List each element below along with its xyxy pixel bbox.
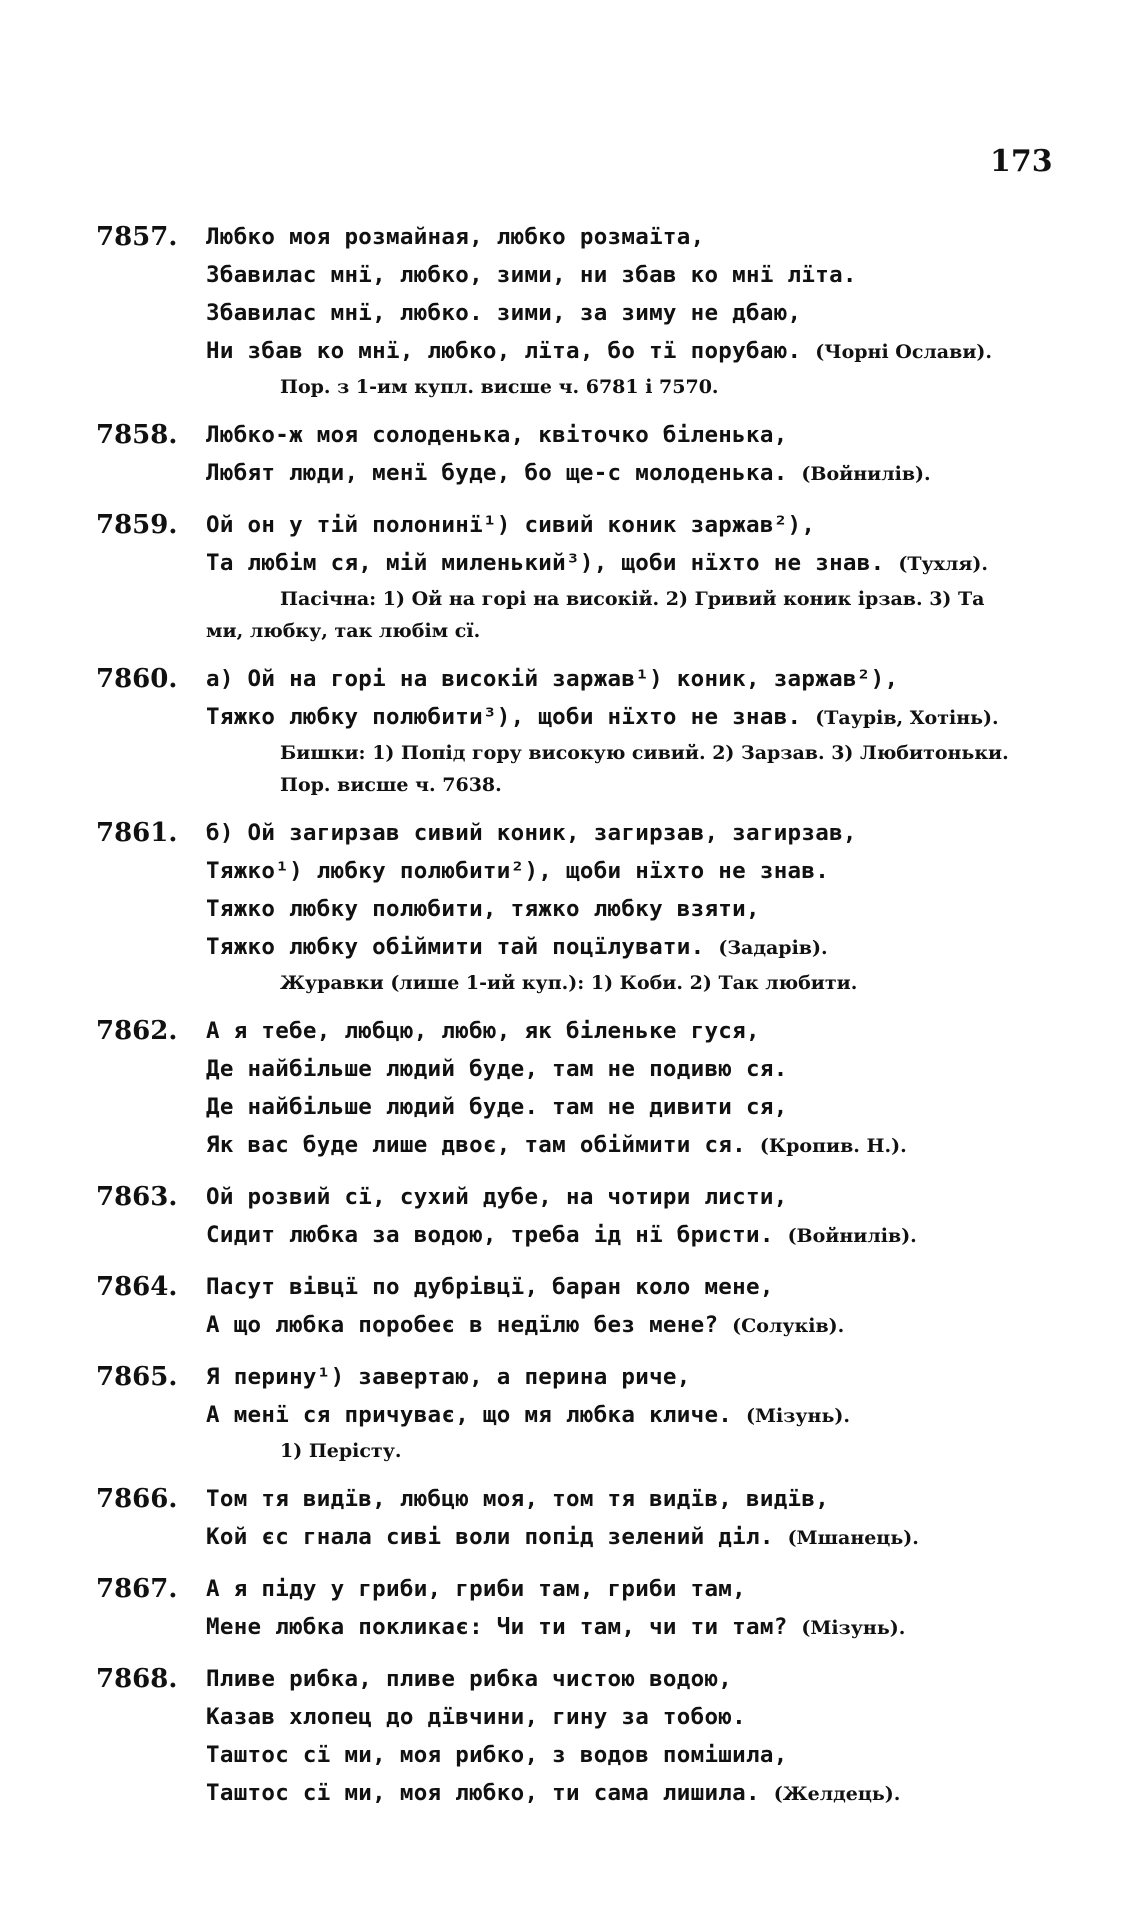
verse-line bbox=[206, 332, 1140, 371]
verse-text: Ни збав ко мнї, любко, лїта, бо тї порубаю. bbox=[206, 338, 802, 364]
verse-text: Збавилас мнї, любко. зими, за зиму не дбаю, bbox=[206, 300, 802, 326]
verse-text: Та любім ся, мій миленький³), щоби нїхто не знав. bbox=[206, 550, 885, 576]
song-entry bbox=[0, 416, 1140, 493]
verse-text: Як вас буде лише двоє, там обіймити ся. bbox=[206, 1132, 746, 1158]
verse-line bbox=[206, 1480, 1140, 1518]
verse-line bbox=[206, 1698, 1140, 1736]
entry-number: 7868. bbox=[96, 1664, 178, 1694]
verse-line bbox=[206, 1358, 1140, 1396]
entry-number: 7866. bbox=[96, 1484, 178, 1514]
verse-text: а) Ой на горі на високій заржав¹) коник, заржав²), bbox=[206, 666, 899, 692]
verse-line bbox=[206, 1216, 1140, 1255]
verse-line bbox=[206, 1518, 1140, 1557]
verse-line bbox=[206, 1306, 1140, 1345]
verse-line bbox=[206, 294, 1140, 332]
entry-number: 7867. bbox=[96, 1574, 178, 1604]
verse-text: Я перину¹) завертаю, а перина риче, bbox=[206, 1364, 691, 1390]
page-number: 173 bbox=[990, 144, 1053, 179]
source-place: (Тухля). bbox=[898, 553, 988, 575]
verse-text: А я піду у гриби, гриби там, гриби там, bbox=[206, 1576, 746, 1602]
verse-line bbox=[206, 698, 1140, 737]
verse-line bbox=[206, 814, 1140, 852]
verse-text: Любят люди, менї буде, бо ще-с молоденька. bbox=[206, 460, 788, 486]
song-entry bbox=[0, 660, 1140, 801]
song-entry bbox=[0, 218, 1140, 403]
entry-number: 7865. bbox=[96, 1362, 178, 1392]
verse-text: А що любка поробеє в недїлю без мене? bbox=[206, 1312, 719, 1338]
verse-line bbox=[206, 1178, 1140, 1216]
verse-text: Сидит любка за водою, треба ід нї бристи. bbox=[206, 1222, 774, 1248]
verse-line bbox=[206, 890, 1140, 928]
source-place: (Желдець). bbox=[773, 1783, 901, 1805]
verse-text: б) Ой загирзав сивий коник, загирзав, загирзав, bbox=[206, 820, 857, 846]
song-entry bbox=[0, 1012, 1140, 1165]
verse-text: А я тебе, любцю, любю, як біленьке гуся, bbox=[206, 1018, 760, 1044]
source-place: (Войнилів). bbox=[787, 1225, 917, 1247]
verse-text: Пасут вівцї по дубрівцї, баран коло мене, bbox=[206, 1274, 774, 1300]
footnote: ми, любку, так любім сї. bbox=[206, 620, 481, 642]
verse-text: Збавилас мнї, любко, зими, ни збав ко мнї лїта. bbox=[206, 262, 857, 288]
footnote: Пор. висше ч. 7638. bbox=[280, 774, 502, 796]
footnote: Пор. з 1-им купл. висше ч. 6781 і 7570. bbox=[280, 376, 719, 398]
verse-text: Пливе рибка, пливе рибка чистою водою, bbox=[206, 1666, 733, 1692]
source-place: (Мізунь). bbox=[801, 1617, 906, 1639]
verse-line bbox=[206, 1126, 1140, 1165]
entry-number: 7859. bbox=[96, 510, 178, 540]
verse-line bbox=[206, 1570, 1140, 1608]
verse-text: Ой он у тій полонинї¹) сивий коник заржав²), bbox=[206, 512, 816, 538]
source-place: (Таурів, Хотінь). bbox=[815, 707, 999, 729]
verse-line bbox=[206, 544, 1140, 583]
verse-line bbox=[206, 454, 1140, 493]
entry-number: 7863. bbox=[96, 1182, 178, 1212]
verse-line bbox=[206, 1268, 1140, 1306]
source-place: (Мізунь). bbox=[746, 1405, 850, 1427]
footnote: Журавки (лише 1-ий куп.): 1) Коби. 2) Так любити. bbox=[280, 972, 858, 994]
entry-number: 7864. bbox=[96, 1272, 178, 1302]
song-entry bbox=[0, 1268, 1140, 1345]
verse-text: Тяжко любку полюбити³), щоби нїхто не знав. bbox=[206, 704, 802, 730]
song-entry bbox=[0, 1480, 1140, 1557]
verse-text: Ой розвий сї, сухий дубе, на чотири листи, bbox=[206, 1184, 788, 1210]
verse-text: Таштос сї ми, моя любко, ти сама лишила. bbox=[206, 1780, 760, 1806]
verse-text: Таштос сї ми, моя рибко, з водов помішила, bbox=[206, 1742, 788, 1768]
song-entries bbox=[0, 218, 1140, 1826]
verse-line bbox=[206, 1608, 1140, 1647]
verse-text: Де найбільше людий буде, там не подивю ся. bbox=[206, 1056, 788, 1082]
song-entry bbox=[0, 1660, 1140, 1813]
verse-text: Казав хлопец до дївчини, гину за тобою. bbox=[206, 1704, 746, 1730]
verse-line bbox=[206, 506, 1140, 544]
verse-line bbox=[206, 416, 1140, 454]
verse-line bbox=[206, 660, 1140, 698]
source-place: (Войнилів). bbox=[801, 463, 931, 485]
footnote: Пасічна: 1) Ой на горі на високій. 2) Гривий коник ірзав. 3) Та bbox=[280, 588, 985, 610]
footnote: 1) Перісту. bbox=[280, 1440, 402, 1462]
entry-number: 7858. bbox=[96, 420, 178, 450]
song-entry bbox=[0, 1178, 1140, 1255]
verse-text: Тяжко любку обіймити тай поцїлувати. bbox=[206, 934, 705, 960]
verse-text: Тяжко¹) любку полюбити²), щоби нїхто не знав. bbox=[206, 858, 830, 884]
source-place: (Солуків). bbox=[732, 1315, 845, 1337]
verse-line bbox=[206, 1660, 1140, 1698]
verse-line bbox=[206, 1774, 1140, 1813]
verse-text: Мене любка покликає: Чи ти там, чи ти там? bbox=[206, 1614, 788, 1640]
verse-line bbox=[206, 1736, 1140, 1774]
song-entry bbox=[0, 506, 1140, 647]
entry-number: 7862. bbox=[96, 1016, 178, 1046]
verse-line bbox=[206, 1012, 1140, 1050]
verse-text: А менї ся причуває, що мя любка кличе. bbox=[206, 1402, 733, 1428]
verse-line bbox=[206, 256, 1140, 294]
song-entry bbox=[0, 1570, 1140, 1647]
song-entry bbox=[0, 1358, 1140, 1467]
verse-line bbox=[206, 1396, 1140, 1435]
verse-text: Де найбільше людий буде. там не дивити ся, bbox=[206, 1094, 788, 1120]
verse-line bbox=[206, 1088, 1140, 1126]
verse-text: Кой єс гнала сиві воли попід зелений діл. bbox=[206, 1524, 774, 1550]
verse-line bbox=[206, 928, 1140, 967]
verse-line bbox=[206, 218, 1140, 256]
verse-line bbox=[206, 852, 1140, 890]
verse-line bbox=[206, 1050, 1140, 1088]
source-place: (Задарів). bbox=[718, 937, 828, 959]
verse-text: Любко-ж моя солоденька, квіточко біленька, bbox=[206, 422, 788, 448]
source-place: (Чорні Ослави). bbox=[815, 341, 993, 363]
verse-text: Тяжко любку полюбити, тяжко любку взяти, bbox=[206, 896, 760, 922]
verse-text: Любко моя розмайная, любко розмаїта, bbox=[206, 224, 705, 250]
footnote: Бишки: 1) Попід гору високую сивий. 2) Зарзав. 3) Любитоньки. bbox=[280, 742, 1009, 764]
verse-text: Том тя видїв, любцю моя, том тя видїв, видїв, bbox=[206, 1486, 830, 1512]
source-place: (Кропив. Н.). bbox=[759, 1135, 907, 1157]
entry-number: 7860. bbox=[96, 664, 178, 694]
song-entry bbox=[0, 814, 1140, 999]
entry-number: 7857. bbox=[96, 222, 178, 252]
entry-number: 7861. bbox=[96, 818, 178, 848]
source-place: (Мшанець). bbox=[787, 1527, 919, 1549]
